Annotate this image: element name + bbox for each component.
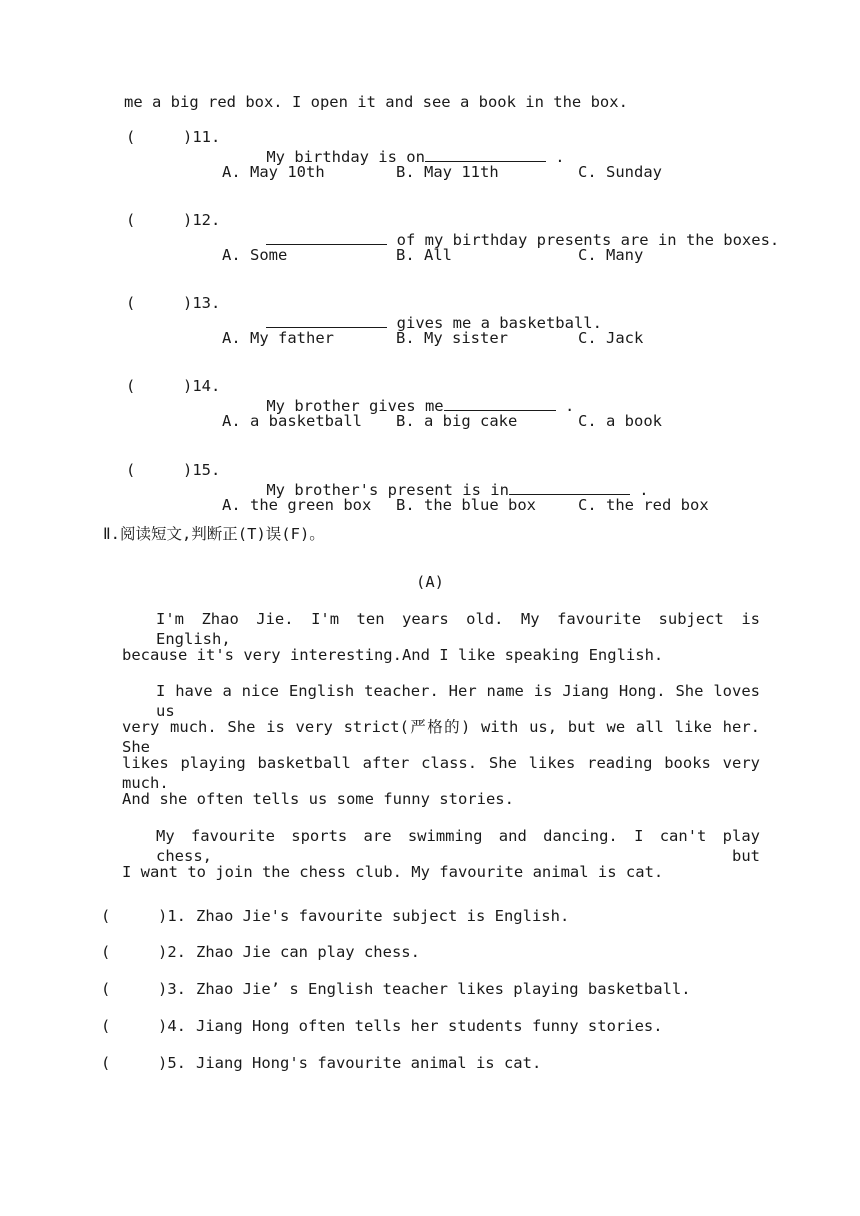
option-c: C. Many (578, 246, 644, 264)
passage-line: I want to join the chess club. My favourite animal is cat. (122, 863, 664, 881)
option-a: A. Some (222, 246, 288, 264)
question-number: )4. (158, 1017, 186, 1035)
question-number: )5. (158, 1054, 186, 1072)
passage-line: I'm Zhao Jie. I'm ten years old. My favourite subject is English, (156, 610, 760, 648)
question-text: Zhao Jie can play chess. (196, 943, 420, 961)
answer-blank[interactable] (266, 230, 387, 245)
question-number: )13. (183, 294, 221, 312)
question-text-after: gives me a basketball. (387, 314, 602, 332)
question-number: )14. (183, 377, 221, 395)
question-text-after: of my birthday presents are in the boxes. (387, 231, 780, 249)
answer-paren-open: ( (126, 128, 136, 146)
option-a: A. May 10th (222, 163, 325, 181)
answer-paren-open: ( (101, 943, 111, 961)
question-text-after: . (555, 397, 575, 415)
option-b: B. My sister (396, 329, 508, 347)
question-number: )2. (158, 943, 186, 961)
answer-paren-open: ( (101, 980, 111, 998)
question-text: Jiang Hong often tells her students funny stories. (196, 1017, 663, 1035)
passage-line: because it's very interesting.And I like speaking English. (122, 646, 664, 664)
option-b: B. the blue box (396, 496, 536, 514)
question-text: My brother gives me (266, 397, 444, 415)
question-text: My birthday is on (266, 148, 425, 166)
question-text: Zhao Jie’ s English teacher likes playing basketball. (196, 980, 691, 998)
passage-end-line: me a big red box. I open it and see a book in the box. (124, 93, 628, 111)
question-text-after: . (629, 481, 649, 499)
question-number: )3. (158, 980, 186, 998)
passage-line: My favourite sports are swimming and dancing. I can't play chess, but (156, 827, 760, 865)
option-b: B. All (396, 246, 452, 264)
passage-label: (A) (416, 573, 444, 591)
passage-line: I have a nice English teacher. Her name is Jiang Hong. She loves us (156, 682, 760, 720)
option-a: A. a basketball (222, 412, 362, 430)
answer-blank[interactable] (444, 396, 556, 411)
option-c: C. Jack (578, 329, 644, 347)
option-a: A. the green box (222, 496, 372, 514)
question-text-after: . (545, 148, 565, 166)
section-heading: Ⅱ.阅读短文,判断正(T)误(F)。 (103, 525, 325, 543)
answer-blank[interactable] (425, 147, 546, 162)
question-text: Jiang Hong's favourite animal is cat. (196, 1054, 542, 1072)
answer-paren-open: ( (101, 1054, 111, 1072)
question-text: Zhao Jie's favourite subject is English. (196, 907, 570, 925)
passage-line: likes playing basketball after class. She likes reading books very much. (122, 754, 760, 792)
answer-paren-open: ( (126, 294, 136, 312)
question-number: )1. (158, 907, 186, 925)
question-text: My brother's present is in (266, 481, 509, 499)
option-a: A. My father (222, 329, 334, 347)
option-c: C. Sunday (578, 163, 662, 181)
option-c: C. a book (578, 412, 662, 430)
answer-paren-open: ( (101, 907, 111, 925)
passage-line: very much. She is very strict(严格的) with us, but we all like her. She (122, 718, 760, 756)
answer-paren-open: ( (126, 211, 136, 229)
question-number: )12. (183, 211, 221, 229)
answer-blank[interactable] (266, 313, 387, 328)
passage-line: And she often tells us some funny stories. (122, 790, 514, 808)
question-number: )11. (183, 128, 221, 146)
option-c: C. the red box (578, 496, 709, 514)
answer-blank[interactable] (509, 480, 630, 495)
option-b: B. a big cake (396, 412, 518, 430)
option-b: B. May 11th (396, 163, 499, 181)
question-number: )15. (183, 461, 221, 479)
answer-paren-open: ( (126, 377, 136, 395)
answer-paren-open: ( (126, 461, 136, 479)
answer-paren-open: ( (101, 1017, 111, 1035)
